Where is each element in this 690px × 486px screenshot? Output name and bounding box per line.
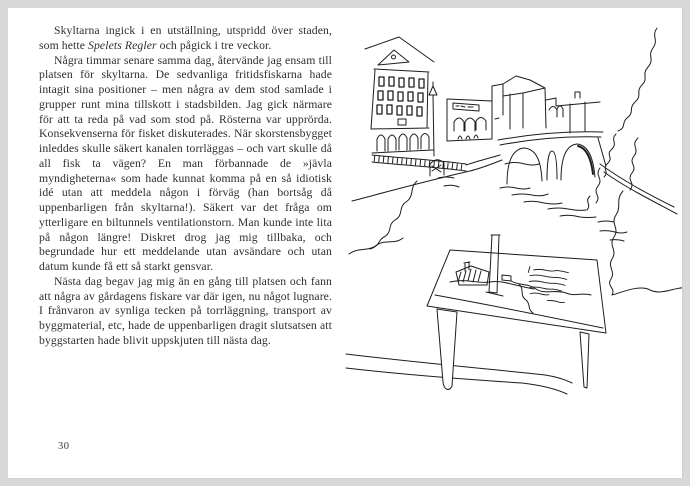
paragraph-1 [39,24,332,54]
center-building-sketch [447,99,492,141]
paragraph-1-text: Skyltarna ingick i en utställning, utspridd över staden, som hette [39,24,332,52]
left-quay-sketch [352,155,502,201]
window-rows [377,77,424,116]
waterline-sketch [349,181,417,254]
page-number: 30 [58,441,70,452]
lamppost-sketch [429,82,437,156]
book-spread [8,8,683,479]
canal-illustration [345,12,682,464]
table-right-leg [580,332,589,388]
bridge-sketch [498,132,606,184]
paragraph-2: Några timmar senare samma dag, återvände jag ensam till platsen för skyltarna. De sedvanliga fritidsfiskarna hade intagit sina positioner – men några av dem stod samlade i grupper runt mina tillskott i stadsbilden. Jag gick närmare för att ta reda på vad som stod på. Rösterna var upprörda. Konsekvenserna för fisket diskuterades. När skorstensbygget inleddes skulle säkert kanalen torrläggas – och vart skulle då all fisk ta vägen? En man förbannade de »jävla myndigheterna« som hade kunnat komma på en så idiotisk idé utan att meddela någon i förväg (han bortsåg då uppenbarligen från skyltarna!). Säkert var det fråga om ytterligare en biltunnels ventilationstorn. Man kunde inte lita på någon längre! Diskret drog jag mig tillbaka, och begrundade hur ett meddelande utan avsändare och utan datum kunde få ett så starkt gensvar. [39,53,332,273]
right-bank-sketch [587,28,682,295]
paragraph-3: Nästa dag begav jag mig än en gång till platsen och fann att några av gårdagens fiskare var där igen, nu något lugnare. I frånvaron av synliga tecken på torrläggning, transport av byggmaterial, etc, hade de uppenbarligen dragit slutsatsen att byggstarten hade blivit uppskjuten till nästa dag. [39,274,332,347]
colonnade-arches [377,134,429,152]
right-page [345,8,682,478]
left-page [8,8,345,478]
paragraph-1-end: och pågick i tre veckor. [156,38,272,52]
left-building-sketch [365,37,434,153]
right-buildings-sketch [492,76,600,133]
sign-table-sketch [427,235,606,389]
foreground-railing-sketch [346,354,572,394]
body-text [39,24,332,349]
book-title-italic: Spelets Regler [88,38,157,52]
